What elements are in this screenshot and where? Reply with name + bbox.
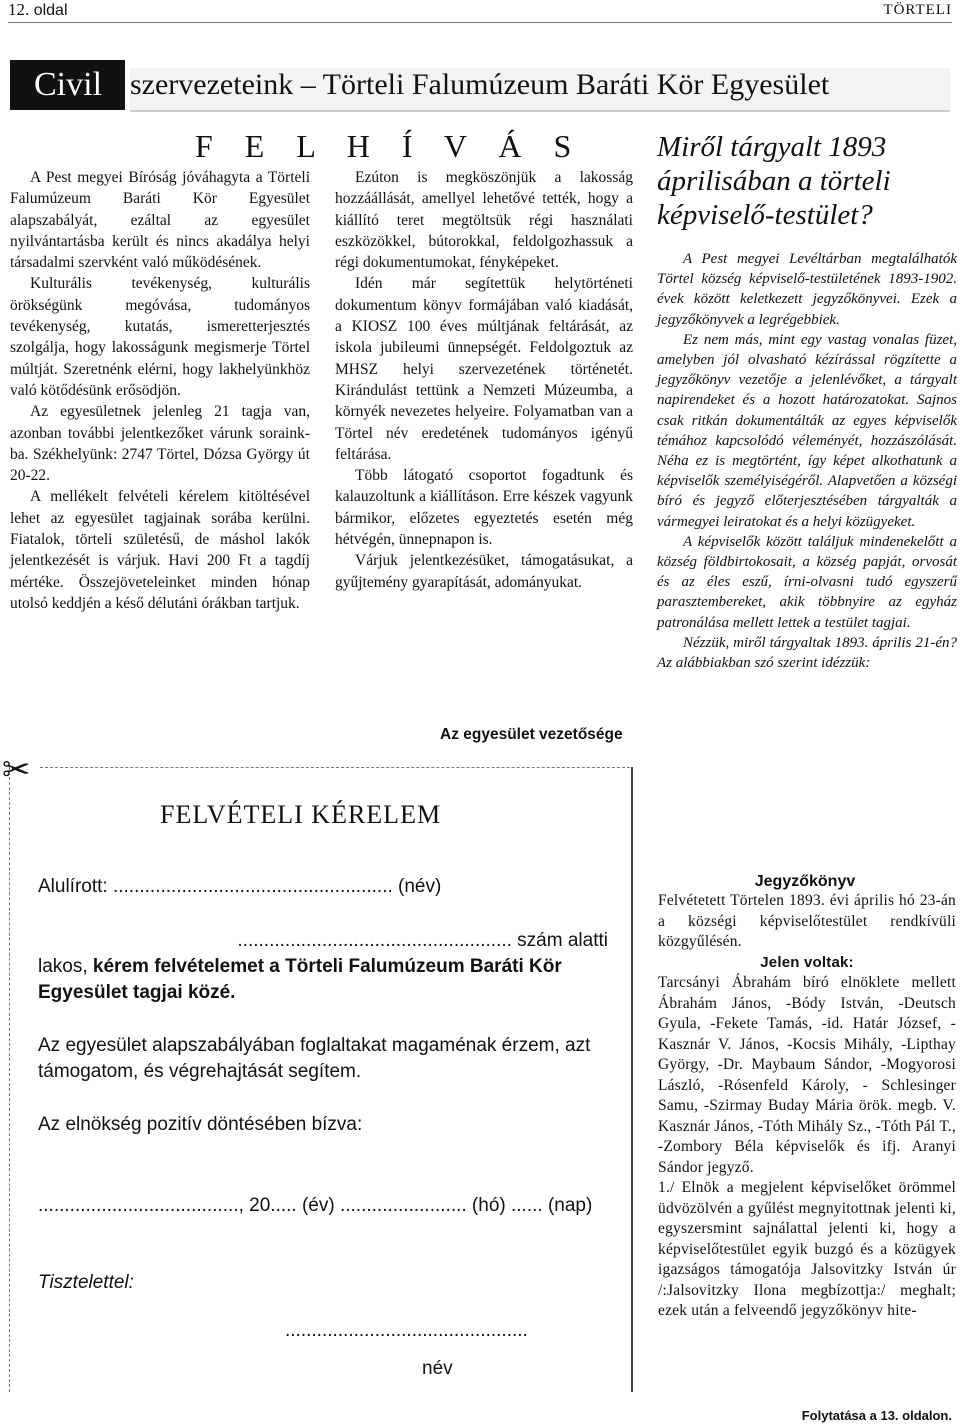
minutes-body — [658, 891, 956, 1322]
paragraph: Ezúton is megköszönjük a lakosság hozzáállását, amellyel lehetővé tették, hogy a kiállító teret megtöltsük régi használati eszközökkel, bútorokkal, feldolgozhassuk a régi dokumentumokat, fényképeket. — [335, 169, 633, 272]
right-article-body — [657, 249, 957, 673]
paragraph: Ez nem más, mint egy vastag vonalas füzet, amelyben jól olvasható kézírással rögzítette a jegyzőkönyv vezetője a jelenlévőket, a tárgyalt napirendeket és a hozott határozatokat. Sajnos csak ritkán dokumentálták az egyes képviselők témához kapcsolódó véleményét, hozzászólását. Néha ez is megtörtént, így képet alkothatunk a képviselők személyiségéről. Alapvetően a községi bíró és jegyző előterjesztésében tárgyalták a vármegyei leiratokat és a helyi közügyeket. — [657, 331, 957, 530]
signature: Az egyesület vezetősége — [440, 726, 623, 743]
form-name-line: Alulírott: ..................................................... (név) — [38, 876, 442, 897]
paragraph: Várjuk jelentkezésüket, támogatásukat, a gyűjtemény gyarapítását, adományukat. — [335, 552, 633, 591]
paragraph: A Pest megyei Levéltárban megtalálhatók Törtel község képviselő-testületének 1893-1902. évek között keletkezett jegyzőkönyvei. Ezek a jegyzőkönyvek a legrégebbiek. — [657, 251, 957, 328]
form-title: FELVÉTELI KÉRELEM — [160, 800, 442, 829]
paragraph: Több látogató csoportot fogadtunk és kalauzoltunk a kiállításon. Erre készek vagyunk bármikor, előzetes egyeztetés esetén még hétvégén, ünnepnapon is. — [335, 467, 633, 549]
section-banner — [10, 60, 950, 110]
form-signature-label: név — [422, 1358, 453, 1379]
form-date-line: ......................................, 20..... (év) ........................ (hó) ...... (nap) — [38, 1195, 593, 1216]
right-article-title: Miről tárgyalt 1893 áprilisában a törteli képviselő-testület? — [657, 131, 891, 231]
minutes-title: Jegyzőkönyv — [754, 873, 856, 890]
page-number: 12. oldal — [8, 0, 68, 19]
paragraph: A Pest megyei Bíróság jóváhagyta a Törteli Falumúzeum Baráti Kör Egyesület alapszabályát, ezáltal az egyesület nyilvántartásba került és nincs akadálya helyi társadalmi szervként való működésének. — [10, 169, 310, 272]
continued-note: Folytatása a 13. oldalon. — [801, 1408, 952, 1423]
paragraph: Az egyesületnek jelenleg 21 tagja van, azonban további jelentkezőket várunk sorainkba. Székhelyünk: 2747 Törtel, Dózsa György út 20-22. — [10, 403, 310, 485]
article-column-2 — [335, 167, 633, 593]
form-signature-line: .............................................. — [285, 1320, 528, 1341]
header-rule — [8, 22, 952, 23]
form-request: lakos, kérem felvételemet a Törteli Falumúzeum Baráti Kör Egyesület tagjai közé. — [38, 956, 562, 1003]
paragraph: Idén már segítettük helytörténeti dokumentum könyv formájában való kiadását, a KIOSZ 100 éves múltjának feltárását, az iskola jubileumi ünnepségét. Feldolgoztuk az MHSZ helyi szervezetének történetét. Kirándulást tettünk a Nemzeti Múzeumba, a környék nevezetes helyeire. Folyamatban van a Törtel név eredetének tudományos igényű feltárása. — [335, 275, 633, 463]
form-address-line: .................................................... szám alatti — [237, 930, 608, 951]
form-request-bold: kérem felvételemet a Törteli Falumúzeum Baráti Kör Egyesület tagjai közé. — [38, 956, 562, 1003]
minutes-point-1: 1./ Elnök a megjelent képviselőket örömmel üdvözölvén a gyűlést megnyitottnak jelenti ki, egyszersmint sajnálattal jelenti ki, hogy a képviselőtestület egyik buzgó és a közügyek igazságos támogatója Jalsovitzky István úr /:Jalsovitzky Ilona megbízottja:/ meghalt; ezek után a felveendő jegyzőkönyv hite- — [658, 1179, 956, 1319]
form-statement: Az egyesület alapszabályában foglaltakat magaménak érzem, azt támogatom, és végrehajtását segítem. — [38, 1035, 591, 1082]
paragraph: A mellékelt felvételi kérelem kitöltésével lehet az egyesület tagjainak sorába kerülni. Fiatalok, törteli születésű, de máshol lakók jelentkezését is várjuk. Havi 200 Ft a tagdíj mértéke. Összejöveteleinket minden hónap utolsó keddjén a késő délutáni órákban tartjuk. — [10, 488, 310, 612]
form-trust-line: Az elnökség pozitív döntésében bízva: — [38, 1114, 363, 1135]
attendees-title: Jelen voltak: — [760, 953, 854, 971]
felhivas-heading: F E L H Í V Á S — [195, 128, 584, 164]
minutes-intro: Felvétetett Törtelen 1893. évi április hó 23-án a községi képviselőtestület rendkívüli közgyűlésén. — [658, 892, 956, 950]
paragraph: Nézzük, miről tárgyaltak 1893. április 21-én? Az alábbiakban szó szerint idézzük: — [657, 634, 957, 672]
paragraph: Kulturális tevékenység, kulturális örökségünk megóvása, tudományos tevékenység, kutatás, ismeretterjesztés szolgálja, hogy lakosságunk megismerje Törtel múltját. Szeretnénk elérni, hogy lakhelyünkhöz való kötődésünk erősödjön. — [10, 275, 310, 399]
banner-civil: Civil — [34, 66, 103, 103]
form-closing: Tisztelettel: — [38, 1272, 134, 1293]
attendees-list: Tarcsányi Ábrahám bíró elnöklete mellett Ábrahám János, -Bódy István, -Deutsch Gyula, -Fekete Tamás, -id. Határ József, -Kasznár V. János, -Kocsis Mihály, -Lipthay György, -Dr. Maybaum Sándor, -Mogyorosi László, -Rósenfeld Károly, - Schlesinger Samu, -Szirmay Buday Mária örök. megb. V. Kasznár János, -Tóth Mihály Sz., -Tóth Pál T., -Zombory Béla képviselők és ifj. Aranyi Sándor jegyző. — [658, 974, 956, 1176]
article-column-1 — [10, 167, 310, 614]
scissors-icon: ✂ — [2, 752, 31, 789]
paragraph: A képviselők között találjuk mindenekelőtt a község földbirtokosait, a község papját, orvosát és az éles eszű, írni-olvasni tudó egyszerű parasztembereket, akik többnyire az egyház patronálása mellett lettek a testület tagjai. — [657, 533, 957, 631]
publication-name: TÖRTELI — [883, 2, 952, 18]
banner-title: szervezeteink – Törteli Falumúzeum Baráti Kör Egyesület — [130, 68, 950, 112]
